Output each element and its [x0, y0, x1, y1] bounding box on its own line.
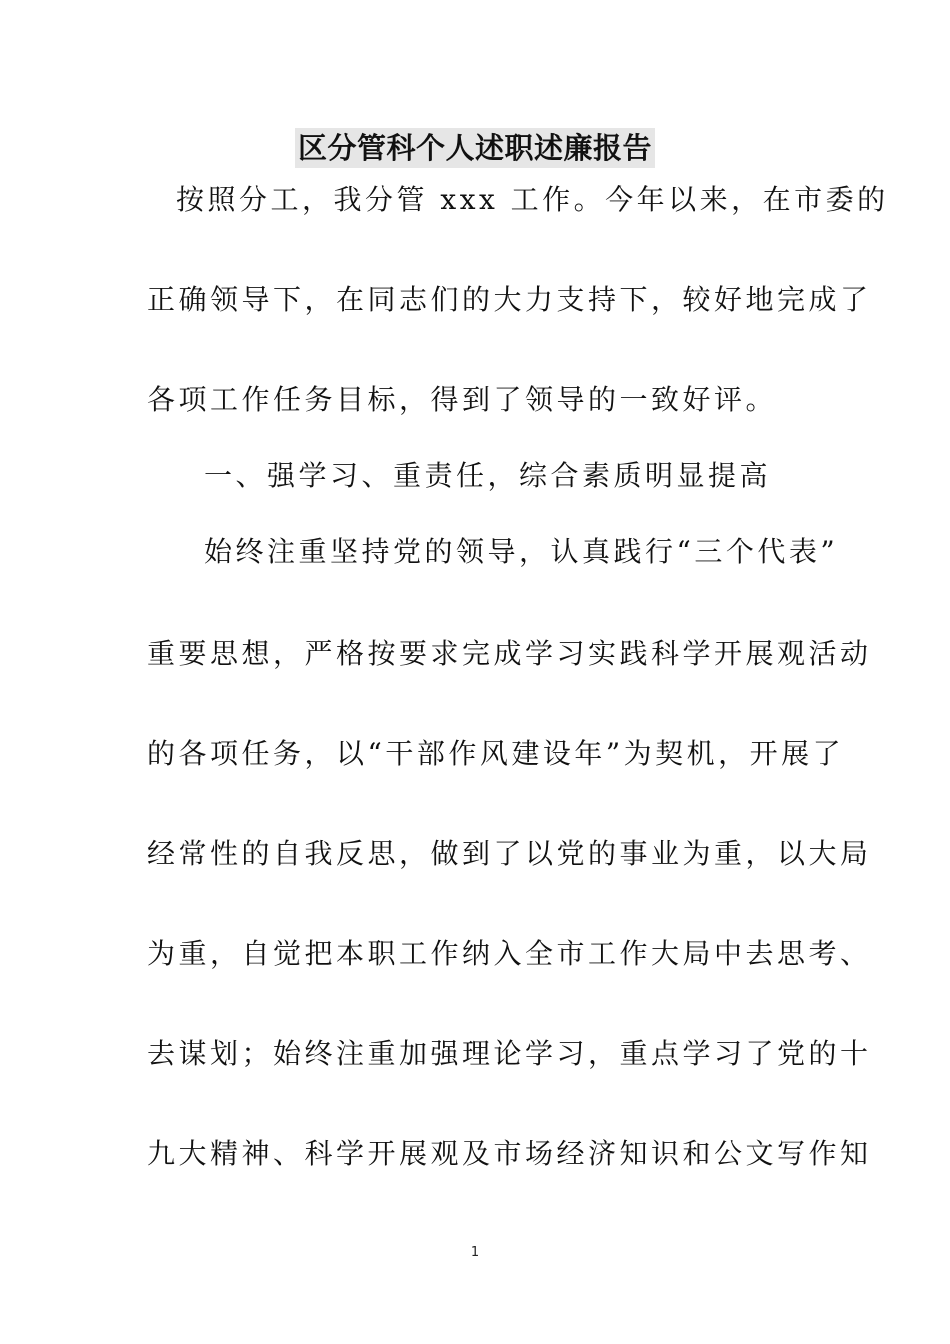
- document-title: 区分管科个人述职述廉报告: [295, 128, 655, 168]
- paragraph-line: 为重，自觉把本职工作纳入全市工作大局中去思考、: [147, 937, 872, 970]
- paragraph-line: 正确领导下，在同志们的大力支持下，较好地完成了: [147, 283, 872, 316]
- paragraph-line: 各项工作任务目标，得到了领导的一致好评。: [147, 383, 778, 416]
- section-heading: 一、强学习、重责任，综合素质明显提高: [204, 459, 772, 492]
- title-container: [0, 128, 950, 168]
- page-number: 1: [470, 1245, 480, 1260]
- paragraph-line: 去谋划；始终注重加强理论学习，重点学习了党的十: [147, 1037, 872, 1070]
- paragraph-line: 的各项任务，以“干部作风建设年”为契机，开展了: [147, 737, 845, 770]
- paragraph-line: 按照分工，我分管 xxx 工作。今年以来，在市委的: [176, 183, 889, 216]
- paragraph-line: 始终注重坚持党的领导，认真践行“三个代表”: [204, 535, 839, 568]
- paragraph-line: 九大精神、科学开展观及市场经济知识和公文写作知: [147, 1137, 872, 1170]
- paragraph-line: 经常性的自我反思，做到了以党的事业为重，以大局: [147, 837, 872, 870]
- paragraph-line: 重要思想，严格按要求完成学习实践科学开展观活动: [147, 637, 872, 670]
